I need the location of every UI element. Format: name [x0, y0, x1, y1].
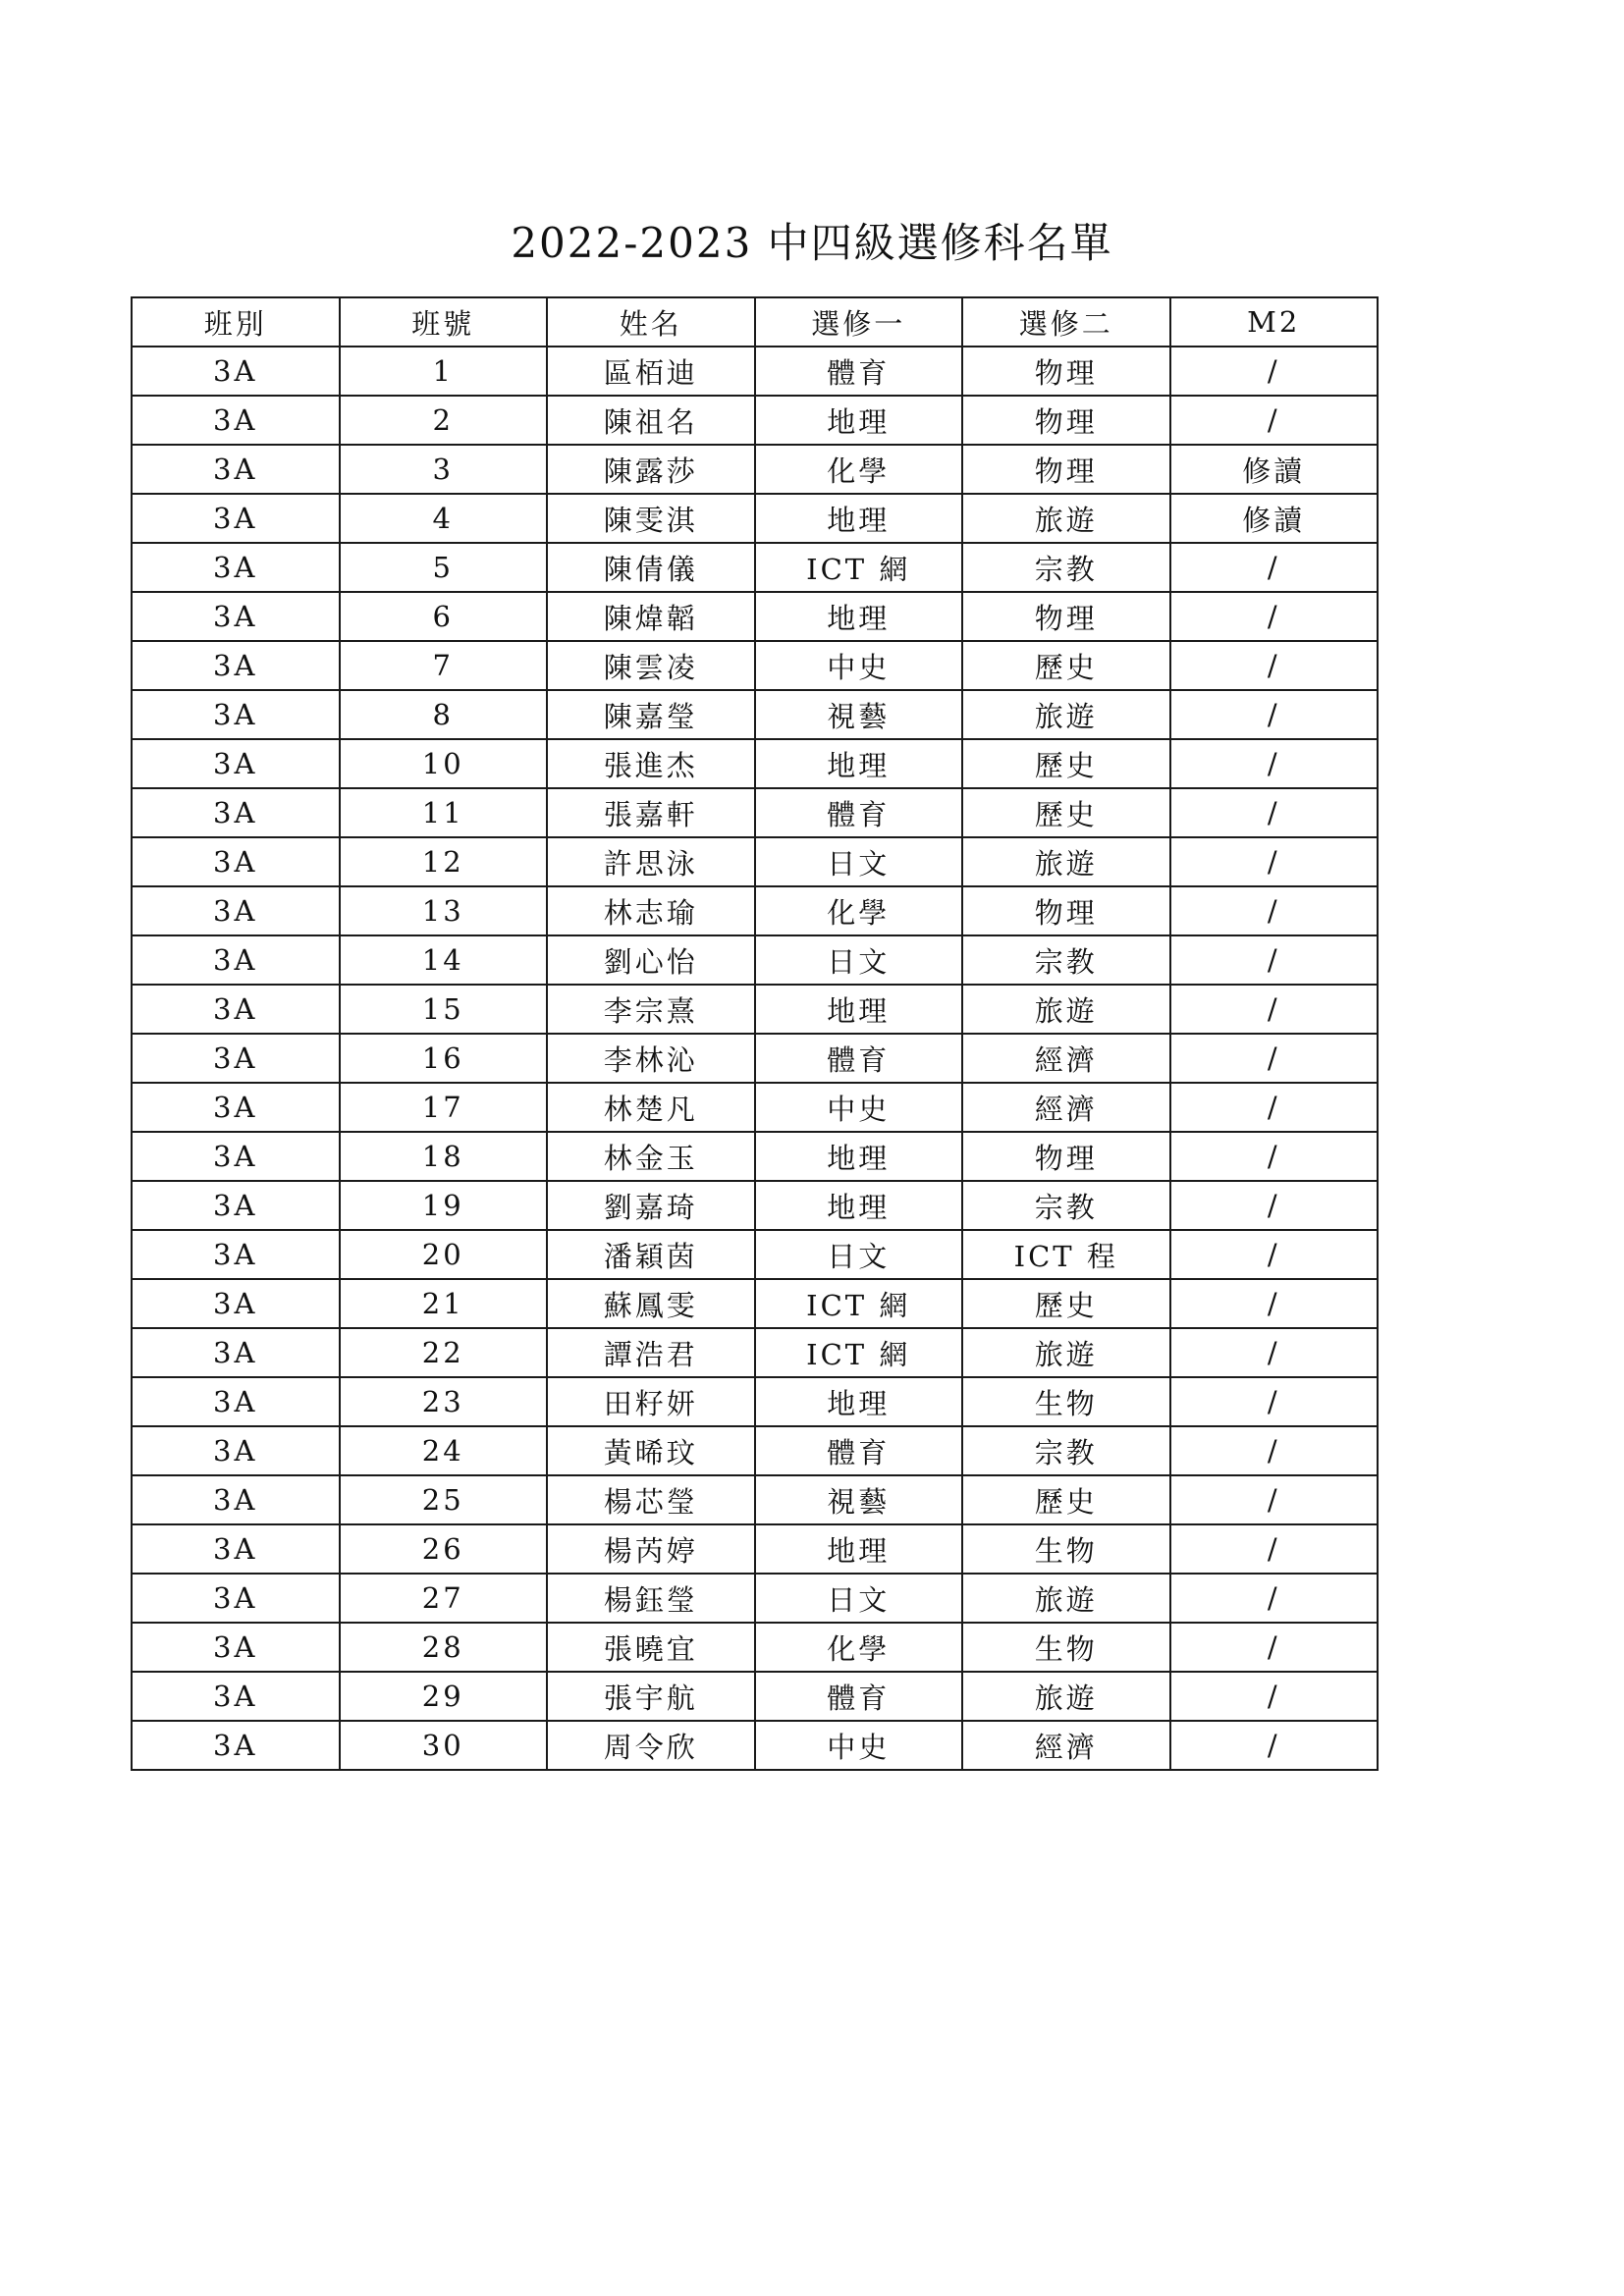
cell-elective-2: 物理: [962, 347, 1170, 396]
cell-elective-1: 地理: [755, 739, 963, 788]
cell-name: 林志瑜: [547, 886, 755, 935]
cell-elective-1: 地理: [755, 396, 963, 445]
cell-m2: /: [1170, 690, 1379, 739]
cell-name: 黃晞玟: [547, 1426, 755, 1475]
table-row: [132, 985, 1378, 1034]
cell-elective-2: 旅遊: [962, 985, 1170, 1034]
cell-elective-1: 日文: [755, 935, 963, 985]
cell-name: 陳嘉瑩: [547, 690, 755, 739]
cell-m2: /: [1170, 396, 1379, 445]
cell-name: 張曉宜: [547, 1623, 755, 1672]
cell-elective-2: 物理: [962, 1132, 1170, 1181]
cell-class-number: 5: [340, 543, 548, 592]
table-row: [132, 1279, 1378, 1328]
table-row: [132, 1377, 1378, 1426]
cell-class-number: 20: [340, 1230, 548, 1279]
cell-class-number: 25: [340, 1475, 548, 1524]
cell-elective-1: 化學: [755, 445, 963, 494]
table-row: [132, 788, 1378, 837]
cell-class-number: 13: [340, 886, 548, 935]
cell-class-number: 29: [340, 1672, 548, 1721]
cell-name: 陳雲凌: [547, 641, 755, 690]
cell-elective-1: 日文: [755, 837, 963, 886]
cell-class: 3A: [132, 1279, 340, 1328]
header-name: 姓名: [547, 297, 755, 347]
cell-m2: /: [1170, 1672, 1379, 1721]
cell-class: 3A: [132, 1672, 340, 1721]
cell-class: 3A: [132, 592, 340, 641]
cell-class: 3A: [132, 445, 340, 494]
cell-class: 3A: [132, 1574, 340, 1623]
cell-class: 3A: [132, 837, 340, 886]
table-row: [132, 1672, 1378, 1721]
cell-elective-2: 物理: [962, 396, 1170, 445]
cell-elective-1: 中史: [755, 1083, 963, 1132]
cell-elective-1: 地理: [755, 1377, 963, 1426]
cell-class-number: 21: [340, 1279, 548, 1328]
cell-m2: /: [1170, 543, 1379, 592]
cell-elective-2: 生物: [962, 1623, 1170, 1672]
cell-m2: /: [1170, 1377, 1379, 1426]
cell-class: 3A: [132, 739, 340, 788]
table-row: [132, 1083, 1378, 1132]
cell-class: 3A: [132, 788, 340, 837]
cell-m2: /: [1170, 739, 1379, 788]
cell-class-number: 15: [340, 985, 548, 1034]
cell-elective-2: 宗教: [962, 1426, 1170, 1475]
cell-elective-2: 經濟: [962, 1721, 1170, 1770]
cell-name: 林楚凡: [547, 1083, 755, 1132]
cell-name: 許思泳: [547, 837, 755, 886]
cell-elective-2: 歷史: [962, 641, 1170, 690]
cell-class: 3A: [132, 494, 340, 543]
cell-name: 陳煒韜: [547, 592, 755, 641]
cell-class-number: 19: [340, 1181, 548, 1230]
cell-class-number: 27: [340, 1574, 548, 1623]
table-row: [132, 837, 1378, 886]
cell-m2: /: [1170, 788, 1379, 837]
cell-name: 陳倩儀: [547, 543, 755, 592]
cell-class: 3A: [132, 641, 340, 690]
cell-m2: /: [1170, 1721, 1379, 1770]
table-row: [132, 1426, 1378, 1475]
cell-class-number: 12: [340, 837, 548, 886]
cell-class: 3A: [132, 1426, 340, 1475]
cell-class: 3A: [132, 1328, 340, 1377]
cell-m2: /: [1170, 641, 1379, 690]
cell-class-number: 16: [340, 1034, 548, 1083]
cell-elective-2: 宗教: [962, 543, 1170, 592]
cell-m2: /: [1170, 985, 1379, 1034]
table-row: [132, 1574, 1378, 1623]
header-class: 班別: [132, 297, 340, 347]
cell-class-number: 14: [340, 935, 548, 985]
cell-class-number: 4: [340, 494, 548, 543]
table-row: [132, 396, 1378, 445]
cell-m2: /: [1170, 1524, 1379, 1574]
cell-m2: /: [1170, 1475, 1379, 1524]
cell-elective-1: 視藝: [755, 1475, 963, 1524]
cell-m2: /: [1170, 1574, 1379, 1623]
cell-elective-2: 旅遊: [962, 837, 1170, 886]
cell-elective-1: ICT 網: [755, 543, 963, 592]
table-row: [132, 1132, 1378, 1181]
cell-elective-2: 物理: [962, 592, 1170, 641]
table-row: [132, 935, 1378, 985]
cell-elective-2: 旅遊: [962, 690, 1170, 739]
cell-class: 3A: [132, 1083, 340, 1132]
header-m2: M2: [1170, 297, 1379, 347]
cell-class-number: 26: [340, 1524, 548, 1574]
cell-elective-1: ICT 網: [755, 1328, 963, 1377]
cell-class: 3A: [132, 396, 340, 445]
cell-elective-2: 旅遊: [962, 1672, 1170, 1721]
table-row: [132, 739, 1378, 788]
cell-m2: 修讀: [1170, 494, 1379, 543]
table-row: [132, 690, 1378, 739]
cell-class: 3A: [132, 1475, 340, 1524]
cell-elective-2: ICT 程: [962, 1230, 1170, 1279]
table-row: [132, 543, 1378, 592]
cell-elective-2: 宗教: [962, 935, 1170, 985]
cell-elective-1: 地理: [755, 1524, 963, 1574]
cell-m2: /: [1170, 1034, 1379, 1083]
cell-elective-1: 中史: [755, 641, 963, 690]
elective-roster-table: [131, 296, 1379, 1771]
cell-name: 張宇航: [547, 1672, 755, 1721]
cell-class-number: 8: [340, 690, 548, 739]
cell-m2: /: [1170, 886, 1379, 935]
cell-class-number: 1: [340, 347, 548, 396]
cell-elective-1: 體育: [755, 788, 963, 837]
cell-name: 陳雯淇: [547, 494, 755, 543]
cell-elective-1: 視藝: [755, 690, 963, 739]
table-row: [132, 1328, 1378, 1377]
cell-name: 譚浩君: [547, 1328, 755, 1377]
cell-class-number: 22: [340, 1328, 548, 1377]
cell-elective-1: 地理: [755, 592, 963, 641]
table-row: [132, 494, 1378, 543]
cell-m2: /: [1170, 1426, 1379, 1475]
cell-elective-1: 體育: [755, 1034, 963, 1083]
cell-m2: /: [1170, 1230, 1379, 1279]
cell-class-number: 3: [340, 445, 548, 494]
cell-class: 3A: [132, 1181, 340, 1230]
cell-m2: /: [1170, 837, 1379, 886]
cell-class-number: 11: [340, 788, 548, 837]
cell-elective-2: 生物: [962, 1377, 1170, 1426]
table-row: [132, 1623, 1378, 1672]
cell-elective-1: 日文: [755, 1574, 963, 1623]
cell-elective-1: 化學: [755, 1623, 963, 1672]
cell-class: 3A: [132, 1721, 340, 1770]
cell-elective-1: 地理: [755, 494, 963, 543]
cell-elective-1: 體育: [755, 1672, 963, 1721]
cell-elective-2: 歷史: [962, 1279, 1170, 1328]
cell-class-number: 2: [340, 396, 548, 445]
cell-name: 蘇鳳雯: [547, 1279, 755, 1328]
cell-name: 楊芮婷: [547, 1524, 755, 1574]
cell-elective-2: 宗教: [962, 1181, 1170, 1230]
cell-elective-1: 體育: [755, 347, 963, 396]
table-row: [132, 1034, 1378, 1083]
cell-class: 3A: [132, 935, 340, 985]
cell-name: 劉心怡: [547, 935, 755, 985]
table-row: [132, 1524, 1378, 1574]
cell-class-number: 10: [340, 739, 548, 788]
cell-elective-1: ICT 網: [755, 1279, 963, 1328]
cell-elective-2: 經濟: [962, 1083, 1170, 1132]
cell-name: 陳露莎: [547, 445, 755, 494]
cell-name: 楊鈺瑩: [547, 1574, 755, 1623]
cell-class-number: 30: [340, 1721, 548, 1770]
cell-class-number: 6: [340, 592, 548, 641]
table-row: [132, 1230, 1378, 1279]
cell-class: 3A: [132, 886, 340, 935]
cell-class: 3A: [132, 690, 340, 739]
cell-elective-2: 旅遊: [962, 1574, 1170, 1623]
cell-elective-2: 歷史: [962, 739, 1170, 788]
header-elective-2: 選修二: [962, 297, 1170, 347]
cell-elective-2: 旅遊: [962, 1328, 1170, 1377]
cell-elective-2: 生物: [962, 1524, 1170, 1574]
table-row: [132, 641, 1378, 690]
cell-name: 張嘉軒: [547, 788, 755, 837]
cell-elective-2: 歷史: [962, 1475, 1170, 1524]
cell-m2: /: [1170, 1083, 1379, 1132]
cell-class: 3A: [132, 543, 340, 592]
roster-body: [132, 347, 1378, 1770]
cell-elective-1: 體育: [755, 1426, 963, 1475]
header-row: [132, 297, 1378, 347]
cell-class-number: 24: [340, 1426, 548, 1475]
cell-m2: /: [1170, 347, 1379, 396]
table-row: [132, 592, 1378, 641]
cell-elective-2: 經濟: [962, 1034, 1170, 1083]
cell-class: 3A: [132, 985, 340, 1034]
cell-m2: 修讀: [1170, 445, 1379, 494]
header-elective-1: 選修一: [755, 297, 963, 347]
cell-m2: /: [1170, 1328, 1379, 1377]
cell-class: 3A: [132, 1034, 340, 1083]
cell-name: 區栢迪: [547, 347, 755, 396]
cell-name: 張進杰: [547, 739, 755, 788]
cell-elective-2: 物理: [962, 886, 1170, 935]
cell-class-number: 28: [340, 1623, 548, 1672]
cell-class: 3A: [132, 347, 340, 396]
table-row: [132, 445, 1378, 494]
cell-elective-1: 化學: [755, 886, 963, 935]
cell-class: 3A: [132, 1623, 340, 1672]
table-row: [132, 1181, 1378, 1230]
cell-name: 李宗熹: [547, 985, 755, 1034]
cell-m2: /: [1170, 1279, 1379, 1328]
cell-class: 3A: [132, 1230, 340, 1279]
cell-m2: /: [1170, 935, 1379, 985]
cell-elective-2: 物理: [962, 445, 1170, 494]
cell-class-number: 23: [340, 1377, 548, 1426]
cell-elective-2: 旅遊: [962, 494, 1170, 543]
cell-elective-1: 地理: [755, 1132, 963, 1181]
cell-elective-2: 歷史: [962, 788, 1170, 837]
cell-elective-1: 日文: [755, 1230, 963, 1279]
cell-elective-1: 地理: [755, 1181, 963, 1230]
table-row: [132, 347, 1378, 396]
cell-class: 3A: [132, 1132, 340, 1181]
cell-elective-1: 地理: [755, 985, 963, 1034]
cell-class-number: 18: [340, 1132, 548, 1181]
cell-name: 楊芯瑩: [547, 1475, 755, 1524]
cell-name: 周令欣: [547, 1721, 755, 1770]
cell-m2: /: [1170, 1132, 1379, 1181]
table-row: [132, 1475, 1378, 1524]
header-class-number: 班號: [340, 297, 548, 347]
cell-name: 李林沁: [547, 1034, 755, 1083]
table-row: [132, 1721, 1378, 1770]
cell-class-number: 7: [340, 641, 548, 690]
cell-name: 潘穎茵: [547, 1230, 755, 1279]
cell-elective-1: 中史: [755, 1721, 963, 1770]
cell-name: 林金玉: [547, 1132, 755, 1181]
cell-name: 劉嘉琦: [547, 1181, 755, 1230]
cell-class-number: 17: [340, 1083, 548, 1132]
cell-name: 田籽妍: [547, 1377, 755, 1426]
cell-m2: /: [1170, 1181, 1379, 1230]
table-row: [132, 886, 1378, 935]
cell-name: 陳祖名: [547, 396, 755, 445]
cell-m2: /: [1170, 1623, 1379, 1672]
cell-class: 3A: [132, 1524, 340, 1574]
cell-class: 3A: [132, 1377, 340, 1426]
page-title: 2022-2023 中四級選修科名單: [511, 219, 1113, 267]
cell-m2: /: [1170, 592, 1379, 641]
